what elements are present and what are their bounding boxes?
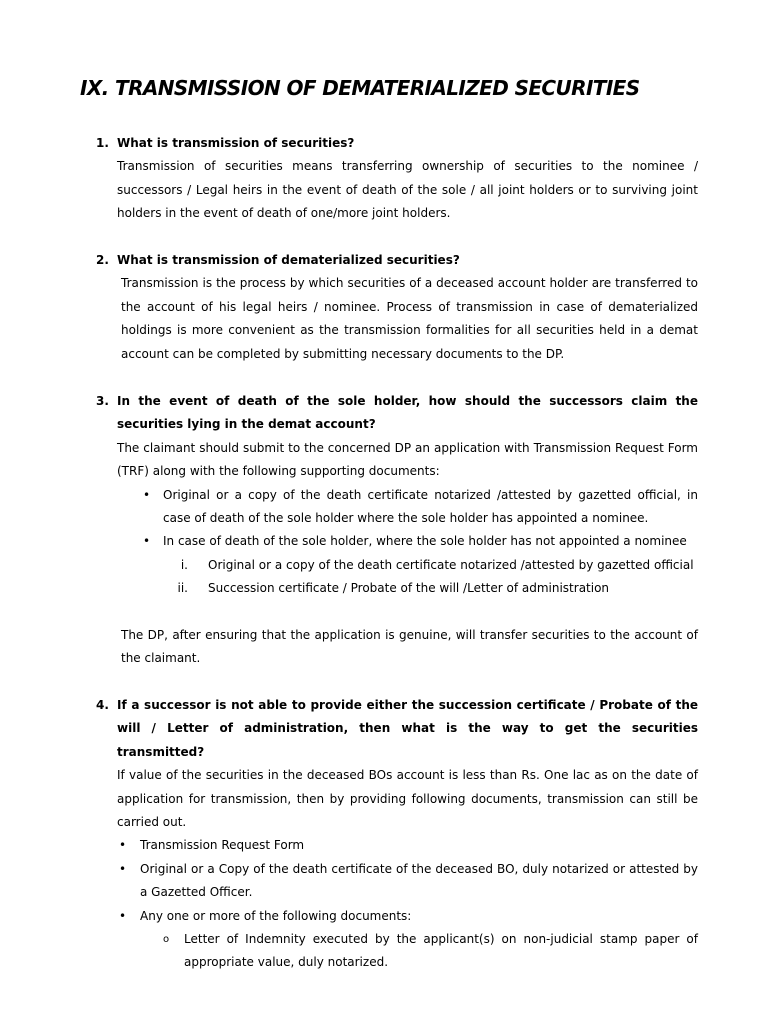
list-item-text: Original or a Copy of the death certificate of the deceased BO, duly notarized or attested by a Gazetted Officer. — [140, 861, 698, 900]
bullet-icon: • — [119, 908, 127, 923]
bullet-icon: • — [119, 861, 127, 876]
sub-list-item — [117, 554, 698, 577]
answer-text: Transmission is the process by which securities of a deceased account holder are transferred to the account of his legal heirs / nominee. Process of transmission in case of dematerialized holdings is more convenient as the transmission formalities for all securities held in a demat account can be completed by submitting necessary documents to the DP. — [121, 276, 698, 361]
list-item — [117, 905, 698, 928]
list-item — [117, 530, 698, 553]
list-item-text: Original or a copy of the death certificate notarized /attested by gazetted official, in case of death of the sole holder where the sole holder has appointed a nominee. — [163, 487, 698, 526]
roman-numeral: ii. — [177, 581, 188, 596]
bullet-icon: • — [143, 487, 151, 502]
question-number: 3. — [96, 394, 109, 408]
list-item — [117, 834, 698, 857]
faq-item-2 — [96, 249, 698, 366]
question-number: 1. — [96, 136, 109, 150]
question-text: If a successor is not able to provide either the succession certificate / Probate of the will / Letter of administration, then what is the way to get the securities transmitted? — [117, 698, 698, 759]
question-number: 4. — [96, 698, 109, 712]
sub-list-item — [117, 577, 698, 600]
list-item — [117, 858, 698, 905]
list-item-text: Any one or more of the following documents: — [140, 908, 412, 923]
answer-intro: If value of the securities in the deceased BOs account is less than Rs. One lac as on the date of application for transmission, then by providing following documents, transmission can still be carried out. — [117, 768, 698, 830]
question-text: What is transmission of securities? — [117, 136, 355, 150]
question-text: In the event of death of the sole holder, how should the successors claim the securities lying in the demat account? — [117, 394, 698, 432]
sub-list-item-text: Letter of Indemnity executed by the applicant(s) on non-judicial stamp paper of appropriate value, duly notarized. — [184, 932, 698, 970]
answer-closing: The DP, after ensuring that the application is genuine, will transfer securities to the account of the claimant. — [121, 627, 698, 666]
faq-item-3 — [96, 390, 698, 670]
circle-bullet-icon: o — [163, 934, 170, 946]
faq-item-4 — [96, 694, 698, 975]
sub-list-item-text: Original or a copy of the death certificate notarized /attested by gazetted official — [208, 557, 694, 572]
bullet-icon: • — [119, 838, 127, 853]
answer-text: Transmission of securities means transferring ownership of securities to the nominee / successors / Legal heirs in the event of death of the sole / all joint holders or to surviving joint holders in the event of death of one/more joint holders. — [117, 159, 698, 221]
page-title: IX. TRANSMISSION OF DEMATERIALIZED SECURITIES — [80, 76, 640, 100]
bullet-icon: • — [143, 534, 151, 549]
faq-item-1 — [96, 132, 698, 226]
list-item — [117, 484, 698, 531]
question-text: What is transmission of dematerialized securities? — [117, 253, 460, 267]
answer-intro: The claimant should submit to the concerned DP an application with Transmission Request Form (TRF) along with the following supporting documents: — [117, 440, 698, 479]
list-item-text: In case of death of the sole holder, where the sole holder has not appointed a nominee — [163, 534, 687, 549]
sub-list-item — [117, 928, 698, 975]
sub-list-item-text: Succession certificate / Probate of the will /Letter of administration — [208, 581, 610, 596]
roman-numeral: i. — [180, 557, 188, 572]
list-item-text: Transmission Request Form — [140, 838, 305, 853]
question-number: 2. — [96, 253, 109, 267]
